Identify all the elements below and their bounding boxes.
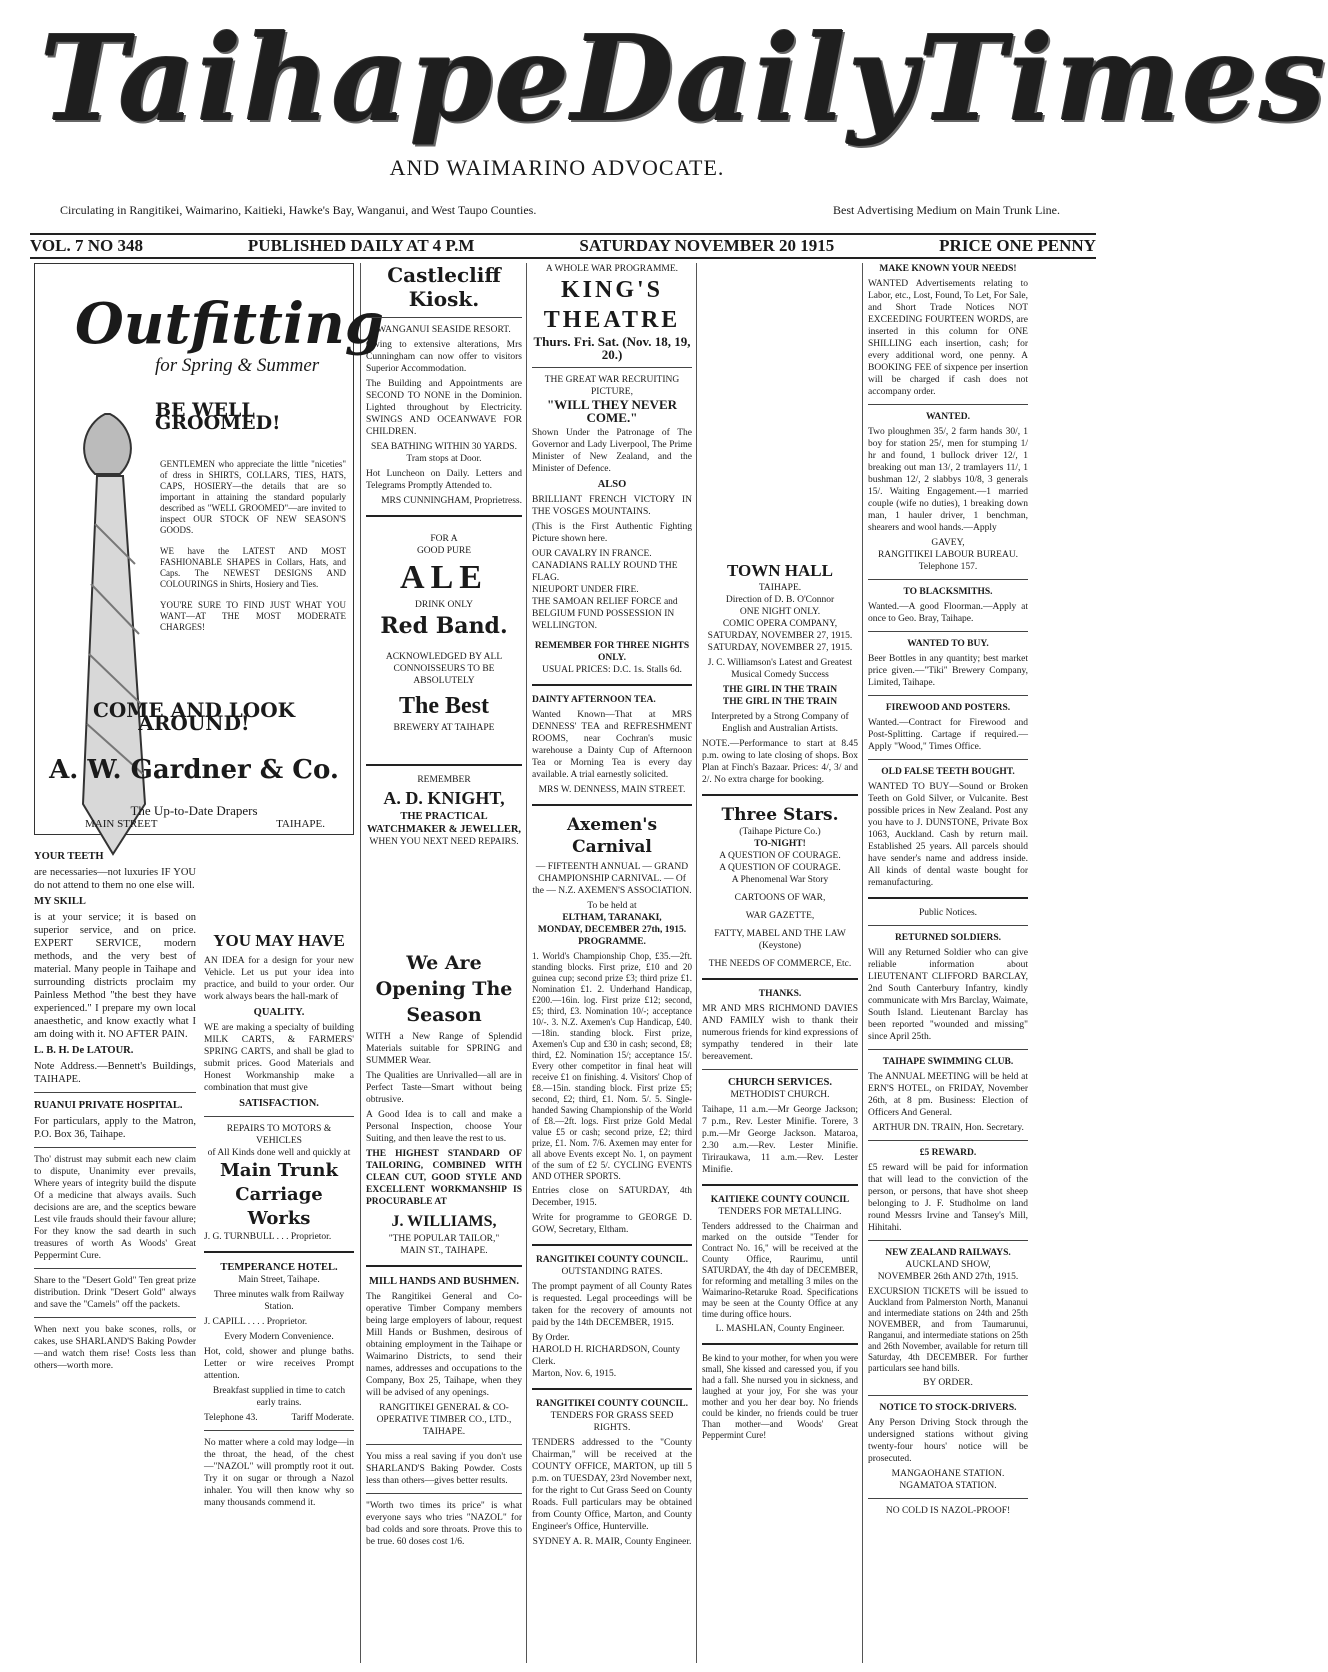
methodist: METHODIST CHURCH. <box>730 1090 830 1100</box>
axemen-write: Write for programme to GEORGE D. GOW, Secretary, Eltham. <box>532 1213 692 1235</box>
turnbull: J. G. TURNBULL . . . Proprietor. <box>204 1232 332 1242</box>
blacksmiths-heading: TO BLACKSMITHS. <box>903 587 993 597</box>
divider <box>532 684 692 686</box>
hotel-telephone: Telephone 43. <box>204 1413 258 1423</box>
divider <box>868 1498 1028 1499</box>
labour-bureau: RANGITIKEI LABOUR BUREAU. <box>877 550 1019 560</box>
reward-heading: £5 REWARD. <box>919 1148 977 1158</box>
column-6 <box>868 263 1028 1517</box>
hospital-body: For particulars, apply to the Matron, P.O. Box 36, Taihape. <box>34 1116 196 1140</box>
mill-body: The Rangitikei General and Co-operative Timber Company members being large employers of labour, request Mill Hands or Bushmen, desirous of obtaining employment in the Taihape or Waimarino Districts, to send their names, addresses and occupations to the Company, Box 25, Taihape, when they will be advised of any openings. <box>366 1292 522 1398</box>
knight-repairs: WHEN YOU NEXT NEED REPAIRS. <box>369 837 519 847</box>
divider <box>868 925 1028 926</box>
ale-good: GOOD PURE <box>416 546 472 556</box>
ale-heading: ALE <box>400 559 488 596</box>
title-word-1: Taihape <box>40 9 572 148</box>
rates-heading: OUTSTANDING RATES. <box>561 1267 663 1277</box>
column-rule <box>526 263 527 1663</box>
published: PUBLISHED DAILY AT 4 P.M <box>247 236 475 255</box>
axemen-annual: — FIFTEENTH ANNUAL — GRAND CHAMPIONSHIP CARNIVAL. — Of the — N.Z. AXEMEN'S ASSOCIATION. <box>532 862 692 896</box>
gardner-firm: A. W. Gardner & Co. <box>49 755 339 785</box>
circulating-text: Circulating in Rangitikei, Waimarino, Kaitieki, Hawke's Bay, Wanganui, and West Taupo Counties. <box>60 203 537 217</box>
open-p1: WITH a New Range of Splendid Materials suitable for SPRING and SUMMER Wear. <box>366 1032 522 1066</box>
williams-tag: "THE POPULAR TAILOR," <box>388 1234 500 1244</box>
dentist-advert <box>34 850 196 1375</box>
needs-commerce: THE NEEDS OF COMMERCE, Etc. <box>708 959 852 969</box>
column-3 <box>366 950 522 1551</box>
also: ALSO <box>597 479 627 490</box>
axemen-held: To be held at <box>587 901 637 911</box>
wanted-heading: WANTED. <box>925 412 971 422</box>
kiosk-p1: Owing to extensive alterations, Mrs Cunningham can now offer to visitors Superior Accommodation. <box>366 340 522 374</box>
needs-heading: MAKE KNOWN YOUR NEEDS! <box>879 264 1017 274</box>
kiosk-sign: MRS CUNNINGHAM, Proprietress. <box>381 496 522 506</box>
metalling-heading: TENDERS FOR METALLING. <box>718 1207 842 1217</box>
divider <box>868 1049 1028 1050</box>
hotel-heading: TEMPERANCE HOTEL. <box>220 1262 338 1273</box>
may-have-body-2: WE are making a specialty of building MILK CARTS, & FARMERS' SPRING CARTS, and shall be glad to submit prices. Good Materials and Honest Workmanship make a combination that must give <box>204 1023 354 1093</box>
firewood-heading: FIREWOOD AND POSTERS. <box>885 703 1011 713</box>
circulation-line <box>60 203 1060 218</box>
divider <box>366 764 522 766</box>
repairs-heading: REPAIRS TO MOTORS & VEHICLES <box>226 1124 332 1146</box>
by-order-rail: BY ORDER. <box>923 1378 973 1388</box>
courage-1: A QUESTION OF COURAGE. <box>719 851 841 861</box>
teeth-heading: YOUR TEETH <box>34 851 104 862</box>
usual-prices: USUAL PRICES: D.C. 1s. Stalls 6d. <box>542 665 682 675</box>
mother-verse: Be kind to your mother, for when you were small, She kissed and caressed you, if you had a fall. She nursed you in sickness, and laughed at your joy, For she was your mother and you her dear boy. No friends could be kinder, no friends could be truer Than mother—and Woods' Great Peppermint Cure! <box>702 1353 858 1440</box>
war-gazette: WAR GAZETTE, <box>745 911 815 921</box>
red-band: Red Band. <box>380 613 508 639</box>
divider <box>34 1092 196 1093</box>
buy-body: Beer Bottles in any quantity; best market price given.—"Tiki" Brewery Company, Limited, Taihape. <box>868 654 1028 688</box>
never-come: "WILL THEY NEVER COME." <box>546 397 678 425</box>
gardner-body-2: WE have the LATEST AND MOST FASHIONABLE SHAPES in Collars, Hats, and Caps. The NEWEST DESIGNS AND COLOURINGS in Shirts, Hosiery and Ties. <box>160 546 346 589</box>
auckland-show: AUCKLAND SHOW, <box>905 1260 991 1270</box>
rcc-heading: RANGITIKEI COUNTY COUNCIL. <box>536 1255 688 1265</box>
axemen-entries: Entries close on SATURDAY, 4th December, 1915. <box>532 1186 692 1208</box>
divider <box>532 804 692 806</box>
show-dates: NOVEMBER 26th AND 27th, 1915. <box>877 1272 1019 1282</box>
kings-theatre: KING'S THEATRE <box>543 277 681 333</box>
harold: HAROLD H. RICHARDSON, County Clerk. <box>532 1345 681 1367</box>
divider <box>868 1395 1028 1396</box>
divider <box>702 978 858 980</box>
rates-body: The prompt payment of all County Rates is requested. Legal proceedings will be taken for the recovery of amounts not paid by the 14th DECEMBER, 1915. <box>532 1282 692 1328</box>
sharland-ad: You miss a real saving if you don't use SHARLAND'S Baking Powder. Costs less than others—gives better results. <box>366 1452 522 1486</box>
spring-summer: for Spring & Summer <box>155 355 320 376</box>
saturday-1: SATURDAY, NOVEMBER 27, 1915. <box>707 631 853 641</box>
telephone: Telephone 157. <box>918 562 978 572</box>
knight-remember: REMEMBER <box>417 775 471 785</box>
vosges: BRILLIANT FRENCH VICTORY IN THE VOSGES MOUNTAINS. <box>532 495 692 517</box>
column-5 <box>702 560 858 1444</box>
kiosk-title: Castlecliff Kiosk. <box>387 263 501 311</box>
title-word-3: Times <box>918 9 1328 148</box>
mill-sign: RANGITIKEI GENERAL & CO-OPERATIVE TIMBER CO., LTD., TAIHAPE. <box>376 1403 512 1437</box>
vosges-note: (This is the First Authentic Fighting Picture shown here. <box>532 522 692 544</box>
divider <box>702 1069 858 1070</box>
courage-2: A QUESTION OF COURAGE. <box>719 863 841 873</box>
grass-body: TENDERS addressed to the "County Chairman," will be received at the COUNTY OFFICE, MARTON, up till 5 p.m. on TUESDAY, 23rd November next, for the right to Cut Grass Seed on County Roads. Full particulars may be obtained from County Office, Marton, and County Engineer's Office, Hunterville. <box>532 1438 692 1532</box>
divider <box>868 1140 1028 1141</box>
column-4 <box>532 263 692 1548</box>
one-night: ONE NIGHT ONLY. <box>739 607 821 617</box>
hotel-p4: Breakfast supplied in time to catch early trains. <box>212 1386 346 1408</box>
column-rule <box>696 263 697 1663</box>
direction: Direction of D. B. O'Connor <box>725 595 835 605</box>
divider <box>34 1147 196 1148</box>
grass-heading: TENDERS FOR GRASS SEED RIGHTS. <box>550 1411 674 1433</box>
picture-co: (Taihape Picture Co.) <box>739 827 821 837</box>
town-hall-taihape: TAIHAPE. <box>758 583 802 593</box>
programme-item: CANADIANS RALLY ROUND THE FLAG. <box>532 561 678 583</box>
title-word-2: Daily <box>571 9 919 148</box>
kiosk-subtitle: WANGANUI SEASIDE RESORT. <box>377 325 511 335</box>
come-look-around: COME AND LOOK AROUND! <box>92 698 296 735</box>
marton-date: Marton, Nov. 6, 1915. <box>532 1369 617 1379</box>
price: PRICE ONE PENNY <box>939 236 1096 255</box>
train-secretary: ARTHUR DN. TRAIN, Hon. Secretary. <box>872 1123 1024 1133</box>
hotel-p1: Three minutes walk from Railway Station. <box>213 1290 345 1312</box>
divider <box>702 794 858 796</box>
hotel-street: Main Street, Taihape. <box>238 1275 320 1285</box>
station-2: NGAMATOA STATION. <box>899 1481 997 1491</box>
gardner-town: TAIHAPE. <box>276 818 325 830</box>
divider <box>366 1265 522 1267</box>
cartoons: CARTOONS OF WAR, <box>734 893 826 903</box>
peppermint-verse: Tho' distrust may submit each new claim to dispute, Unanimity ever prevails, Where years of integrity build the dispute Of a medicine that always avails. Such decisions are are, and the sceptics beware Lest vile frauds should their favour allure; For they know the sad dearth in such treasures of worth As Woods' Great Peppermint Cure. <box>34 1155 196 1261</box>
gardner-address <box>85 818 325 831</box>
divider <box>204 1251 354 1253</box>
nazol-proof: NO COLD IS NAZOL-PROOF! <box>885 1506 1011 1516</box>
gardner-tagline: The Up-to-Date Drapers <box>130 803 258 818</box>
war-story: A Phenomenal War Story <box>731 875 829 885</box>
hospital-heading: RUANUI PRIVATE HOSPITAL. <box>34 1100 183 1111</box>
knight-name: A. D. KNIGHT, <box>383 788 505 808</box>
nazol-ad: No matter where a cold may lodge—in the throat, the head, of the chest—"NAZOL" will promptly root it out. Try it on sugar or through a Nazol inhaler. You will then know why so many thousands commend it. <box>204 1438 354 1508</box>
necktie-illustration <box>65 404 158 864</box>
returned-heading: RETURNED SOLDIERS. <box>894 933 1002 943</box>
interpreted: Interpreted by a Strong Company of English and Australian Artists. <box>711 712 849 734</box>
teeth-bought-heading: OLD FALSE TEETH BOUGHT. <box>881 767 1015 777</box>
dainty-heading: DAINTY AFTERNOON TEA. <box>532 695 656 705</box>
divider <box>34 1317 196 1318</box>
kiosk-p4: Hot Luncheon on Daily. Letters and Telegrams Promptly Attended to. <box>366 469 522 491</box>
girl-in-train-1: THE GIRL IN THE TRAIN <box>722 685 838 695</box>
dateline <box>30 233 1096 259</box>
divider <box>532 367 692 368</box>
jcw: J. C. Williamson's Latest and Greatest Musical Comedy Success <box>707 658 853 680</box>
thanks-heading: THANKS. <box>758 989 802 999</box>
column-rule <box>862 263 863 1663</box>
may-have-heading: YOU MAY HAVE <box>213 931 345 950</box>
public-notices: Public Notices. <box>918 908 978 918</box>
buy-heading: WANTED TO BUY. <box>907 639 989 649</box>
baking-powder-ad: When next you bake scones, rolls, or cakes, use SHARLAND'S Baking Powder—and watch them rise! Costs less than others—worth more. <box>34 1325 196 1371</box>
divider <box>366 317 522 318</box>
by-order: By Order. <box>532 1333 570 1343</box>
masthead <box>0 0 1328 150</box>
divider <box>868 1240 1028 1241</box>
denness: MRS W. DENNESS, MAIN STREET. <box>538 785 686 795</box>
skill-heading: MY SKILL <box>34 896 86 907</box>
divider <box>868 404 1028 405</box>
town-hall: TOWN HALL <box>727 561 833 580</box>
gardner-body-1: GENTLEMEN who appreciate the little "niceties" of dress in SHIRTS, COLLARS, TIES, HATS, CAPS, HOSIERY—the details that are so important in attaining the standard popularly described as "WELL GROOMED"—are invited to inspect OUR STOCK OF NEW SEASON'S GOODS. <box>160 459 346 535</box>
open-p4: THE HIGHEST STANDARD OF TAILORING, COMBINED WITH CLEAN CUT, GOOD STYLE AND EXCELLENT WORKMANSHIP IS PROCURABLE AT <box>366 1149 522 1207</box>
divider <box>702 1184 858 1186</box>
theatre-dates: Thurs. Fri. Sat. (Nov. 18, 19, 20.) <box>533 334 691 362</box>
teeth-body: are necessaries—not luxuries IF YOU do not attend to them no one else will. <box>34 867 196 891</box>
main-trunk-works: Main Trunk Carriage Works <box>220 1160 338 1229</box>
open-p2: The Qualities are Unrivalled—all are in Perfect Taste—Smart without being obtrusive. <box>366 1071 522 1105</box>
ale-for: FOR A <box>430 534 458 544</box>
railways-body: EXCURSION TICKETS will be issued to Auckland from Palmerston North, Mananui and intermediate stations on 24th and 25th NOVEMBER, and from Taumarunui, Ranganui, and intermediate stations on 25th and 26th November, available for return till Saturday, 4th DECEMBER. For further particulars see hand bills. <box>868 1286 1028 1373</box>
gardner-body <box>160 456 346 636</box>
divider <box>868 631 1028 632</box>
date: SATURDAY NOVEMBER 20 1915 <box>579 236 835 255</box>
axemen-programme: PROGRAMME. <box>578 937 646 947</box>
rcc-heading-2: RANGITIKEI COUNTY COUNCIL. <box>536 1399 688 1409</box>
programme-item: BELGIUM FUND POSSESSION IN WELLINGTON. <box>532 609 675 631</box>
divider <box>868 897 1028 899</box>
mashlan: L. MASHLAN, County Engineer. <box>715 1324 845 1334</box>
divider <box>34 1268 196 1269</box>
drivers-body: Any Person Driving Stock through the undersigned stations without giving twenty-four hours' notice will be prosecuted. <box>868 1418 1028 1464</box>
williams-name: J. WILLIAMS, <box>391 1213 497 1230</box>
hotel-tariff: Tariff Moderate. <box>291 1413 354 1423</box>
divider <box>204 1116 354 1117</box>
divider <box>366 1444 522 1445</box>
gardner-advert <box>34 263 384 835</box>
latour-address: Note Address.—Bennett's Buildings, TAIHAPE. <box>34 1061 196 1085</box>
opening-heading: We Are Opening The Season <box>375 952 513 1026</box>
knight-trade: THE PRACTICAL WATCHMAKER & JEWELLER, <box>366 811 522 835</box>
column-rule <box>360 263 361 1663</box>
hotel-footer <box>204 1412 354 1424</box>
blacksmiths-body: Wanted.—A good Floorman.—Apply at once to Geo. Bray, Taihape. <box>868 602 1028 624</box>
column-2-top <box>366 263 522 848</box>
firewood-body: Wanted.—Contract for Firewood and Post-Splitting. Cartage if required.—Apply "Wood," Times Office. <box>868 718 1028 752</box>
axemen-monday: MONDAY, DECEMBER 27th, 1915. <box>537 925 687 935</box>
mair: SYDNEY A. R. MAIR, County Engineer. <box>532 1537 692 1547</box>
divider <box>204 1430 354 1431</box>
axemen-eltham: ELTHAM, TARANAKI, <box>562 913 662 923</box>
open-p3: A Good Idea is to call and make a Personal Inspection, choose Your Suiting, and then leave the rest to us. <box>366 1110 522 1144</box>
ale-drink: DRINK ONLY <box>415 600 473 610</box>
church-heading: CHURCH SERVICES. <box>727 1077 833 1088</box>
performance-note: NOTE.—Performance to start at 8.45 p.m. owing to late closing of shops. Box Plan at Finch's Bazaar. Prices: 4/, 3/ and 2/. No extra charge for booking. <box>702 739 858 785</box>
divider <box>532 1244 692 1246</box>
reward-body: £5 reward will be paid for information that will lead to the conviction of the person, or persons, that have shot sheep belonging to J. F. Studholme on land round Messrs Irvine and Tansey's Mill, Hihitahi. <box>868 1163 1028 1233</box>
gardner-street: MAIN STREET <box>85 818 158 830</box>
railways-heading: NEW ZEALAND RAILWAYS. <box>885 1248 1011 1258</box>
programme-item: OUR CAVALRY IN FRANCE. <box>532 549 652 559</box>
great-war: THE GREAT WAR RECRUITING PICTURE, <box>544 375 680 397</box>
ale-best: The Best <box>399 693 489 719</box>
divider <box>532 1388 692 1390</box>
three-stars: Three Stars. <box>721 805 839 825</box>
hotel-p2: Every Modern Convenience. <box>224 1332 334 1342</box>
quality: QUALITY. <box>253 1007 305 1018</box>
opera-company: COMIC OPERA COMPANY, <box>722 619 838 629</box>
needs-body: WANTED Advertisements relating to Labor, etc., Lost, Found, To Let, For Sale, and Short Trade Notices NOT EXCEEDING FOURTEEN WORDS, are inserted in this column for ONE SHILLING each insertion, cash; for every additional word, one penny. A BOOKING FEE of sixpence per insertion will be charged if cash does not accompany order. <box>868 279 1028 397</box>
latour-name: L. B. H. De LATOUR. <box>34 1045 134 1056</box>
station-1: MANGAOHANE STATION. <box>891 1469 1005 1479</box>
fatty-mabel: FATTY, MABEL AND THE LAW (Keystone) <box>714 929 846 951</box>
divider <box>366 1493 522 1494</box>
divider <box>868 695 1028 696</box>
may-have-body: AN IDEA for a design for your new Vehicle. Let us put your idea into practice, and build to your order. Our work always bears the hall-mark of <box>204 956 354 1002</box>
three-nights: REMEMBER FOR THREE NIGHTS ONLY. <box>534 641 690 663</box>
divider <box>702 1343 858 1345</box>
be-well-groomed: BE WELL GROOMED! <box>155 399 281 434</box>
axemen-heading: Axemen's Carnival <box>566 815 658 857</box>
saturday-2: SATURDAY, NOVEMBER 27, 1915. <box>707 643 853 653</box>
worth-ad: "Worth two times its price" is what everyone says who tries "NAZOL" for bad colds and sore throats. Prove this to be true. 60 doses cost 1/6. <box>366 1501 522 1547</box>
shown-under: Shown Under the Patronage of The Governor and Lady Liverpool, The Prime Minister of New Zealand, and the Minister of Defence. <box>532 428 692 474</box>
church-body: Taihape, 11 a.m.—Mr George Jackson; 7 p.m., Rev. Lester Minifie. Torere, 3 p.m.—Mr George Jackson. Mataroa, 2.30 a.m.—Rev. Lester Minifie. Tiriraukawa, 11 a.m.—Rev. Lester Minifie. <box>702 1105 858 1175</box>
repairs-text: of All Kinds done well and quickly at <box>207 1148 351 1158</box>
kiosk-p2: The Building and Appointments are SECOND TO NONE in the Dominion. Lighted throughout by Electricity. SWINGS AND OCEANWAVE FOR CHILDREN. <box>366 379 522 437</box>
swim-body: The ANNUAL MEETING will be held at ERN'S HOTEL, on FRIDAY, November 26th, at 8 pm. Business: Election of Officers And General. <box>868 1072 1028 1118</box>
divider <box>868 759 1028 760</box>
drivers-heading: NOTICE TO STOCK-DRIVERS. <box>879 1403 1017 1413</box>
thanks-body: MR AND MRS RICHMOND DAVIES AND FAMILY wish to thank their numerous friends for kind expressions of sympathy tendered in their late bereavement. <box>702 1004 858 1062</box>
divider <box>868 579 1028 580</box>
hotel-p3: Hot, cold, shower and plunge baths. Letter or wire receives Prompt attention. <box>204 1347 354 1381</box>
gardner-body-3: YOU'RE SURE TO FIND JUST WHAT YOU WANT—AT THE MOST MODERATE CHARGES! <box>160 600 346 632</box>
girl-in-train-2: THE GIRL IN THE TRAIN <box>722 697 838 707</box>
satisfaction: SATISFACTION. <box>239 1098 319 1109</box>
swim-heading: TAIHAPE SWIMMING CLUB. <box>882 1057 1014 1067</box>
programme-item: THE SAMOAN RELIEF FORCE and <box>532 597 678 607</box>
tonight: TO-NIGHT! <box>754 839 806 849</box>
kiosk-p3: SEA BATHING WITHIN 30 YARDS. Tram stops at Door. <box>371 442 517 464</box>
desert-gold-ad: Share to the "Desert Gold" Ten great prize distribution. Drink "Desert Gold" always and save the "Camels" off the packets. <box>34 1276 196 1310</box>
whole-war: A WHOLE WAR PROGRAMME. <box>545 264 679 274</box>
mill-heading: MILL HANDS AND BUSHMEN. <box>369 1276 519 1287</box>
returned-body: Will any Returned Soldier who can give reliable information about LIEUTENANT CLIFFORD BARCLAY, 2nd South Canterbury Infantry, kindly communicate with Mrs Barclay, Waimate, South Island. Lieutenant Barclay has been reported "wounded and missing" since April 25th. <box>868 948 1028 1042</box>
divider <box>366 515 522 517</box>
metalling-body: Tenders addressed to the Chairman and marked on the outside "Tender for Contract No. 16," will be received at the County Office, Raurimu, until SATURDAY, the 4th day of DECEMBER, for reforming and metalling 3 miles on the Waimarino-Retaruke Road. Specifications may be seen at the County Office at any time during office hours. <box>702 1221 858 1319</box>
teeth-bought-body: WANTED TO BUY—Sound or Broken Teeth on Gold Silver, or Vulcanite. Best possible prices in New Zealand. Post any you have to J. DUNSTONE, Private Box 1063, Auckland. Cash by return mail. Established 25 years. All parcels should have sender's name and address inside. All kinds of dental waste bought for remanufacturing. <box>868 782 1028 888</box>
best-medium-text: Best Advertising Medium on Main Trunk Line. <box>832 203 1060 217</box>
subtitle: AND WAIMARINO ADVOCATE. <box>389 155 725 180</box>
capill: J. CAPILL . . . . Proprietor. <box>204 1317 308 1327</box>
wanted-body: Two ploughmen 35/, 2 farm hands 30/, 1 boy for station 25/, men for stumping 1/ hr and found, 1 bullock driver 12/, 1 breaking out man 13/, 2 tramlayers 11/, 1 bushman 12/, 2 slabbys 10/8, 3 generals 15/. Waiting Engagement.—1 married couple (wife no duties), 1 breaking down man, 1 hauler driver, 1 benchman, shearers and wool hands.—Apply <box>868 427 1028 533</box>
kaitieke-heading: KAITIEKE COUNTY COUNCIL <box>710 1195 850 1205</box>
dainty-body: Wanted Known—That at MRS DENNESS' TEA and REFRESHMENT ROOMS, near Cochran's music warehouse a Dainty Cup of Afternoon Tea or Morning Tea is every day available. A trial earnestly solicited. <box>532 710 692 780</box>
outfitting-headline: Outfitting <box>75 291 384 357</box>
skill-body: is at your service; it is based on superior service, and on price. EXPERT SERVICE, modern methods, and the very best of material. Many people in Taihape and surrounding districts proclaim my Painless Method "the best they have experienced." I prepare my own local anaesthetic, and know exactly what I am doing with it. NO AFTER PAIN. <box>34 912 196 1040</box>
williams-street: MAIN ST., TAIHAPE. <box>400 1246 488 1256</box>
volume: VOL. 7 NO 348 <box>30 236 143 255</box>
axemen-programme-body: 1. World's Championship Chop, £35.—2ft. standing blocks. First prize, £10 and 20 guinea cup; second prize £3; third prize £1. Nomination £1. 2. Underhand Handicap, £200.—16in. log. First prize £12; second, £5; third, £3. Nomination 10/-; acceptance 10/-. 3. N.Z. Axemen's Cup Handicap, £40. —18in. standing block. First prize, Axemen's Cup and £30 in cash; second, £8; third, £2. Nomination 15/; acceptance 15/. Every other competitor in final heat will receive £1 on finishing. 4. Visitors' Chop of £8.—15in. standing block. First prize £5; second, £2; third, £1. Nom. 5/. 5. Single-handed Sawing Championship of the World of £8.—2ft. logs. First prize Gold Medal value £5 or cash; second prize, £2; third prize, £1. Nom. 7/6. Axemen may enter for all above Events except No. 1, on payment of the sum of £2 5/. CYCLING EVENTS AND OTHER SPORTS. <box>532 951 692 1181</box>
newspaper-title <box>40 9 1328 148</box>
carriage-works-advert <box>204 930 354 1512</box>
programme-item: NIEUPORT UNDER FIRE. <box>532 585 639 595</box>
ale-ack: ACKNOWLEDGED BY ALL CONNOISSEURS TO BE ABSOLUTELY <box>385 652 503 686</box>
ale-brewery: BREWERY AT TAIHAPE <box>393 723 495 733</box>
gavey: GAVEY, <box>931 538 965 548</box>
